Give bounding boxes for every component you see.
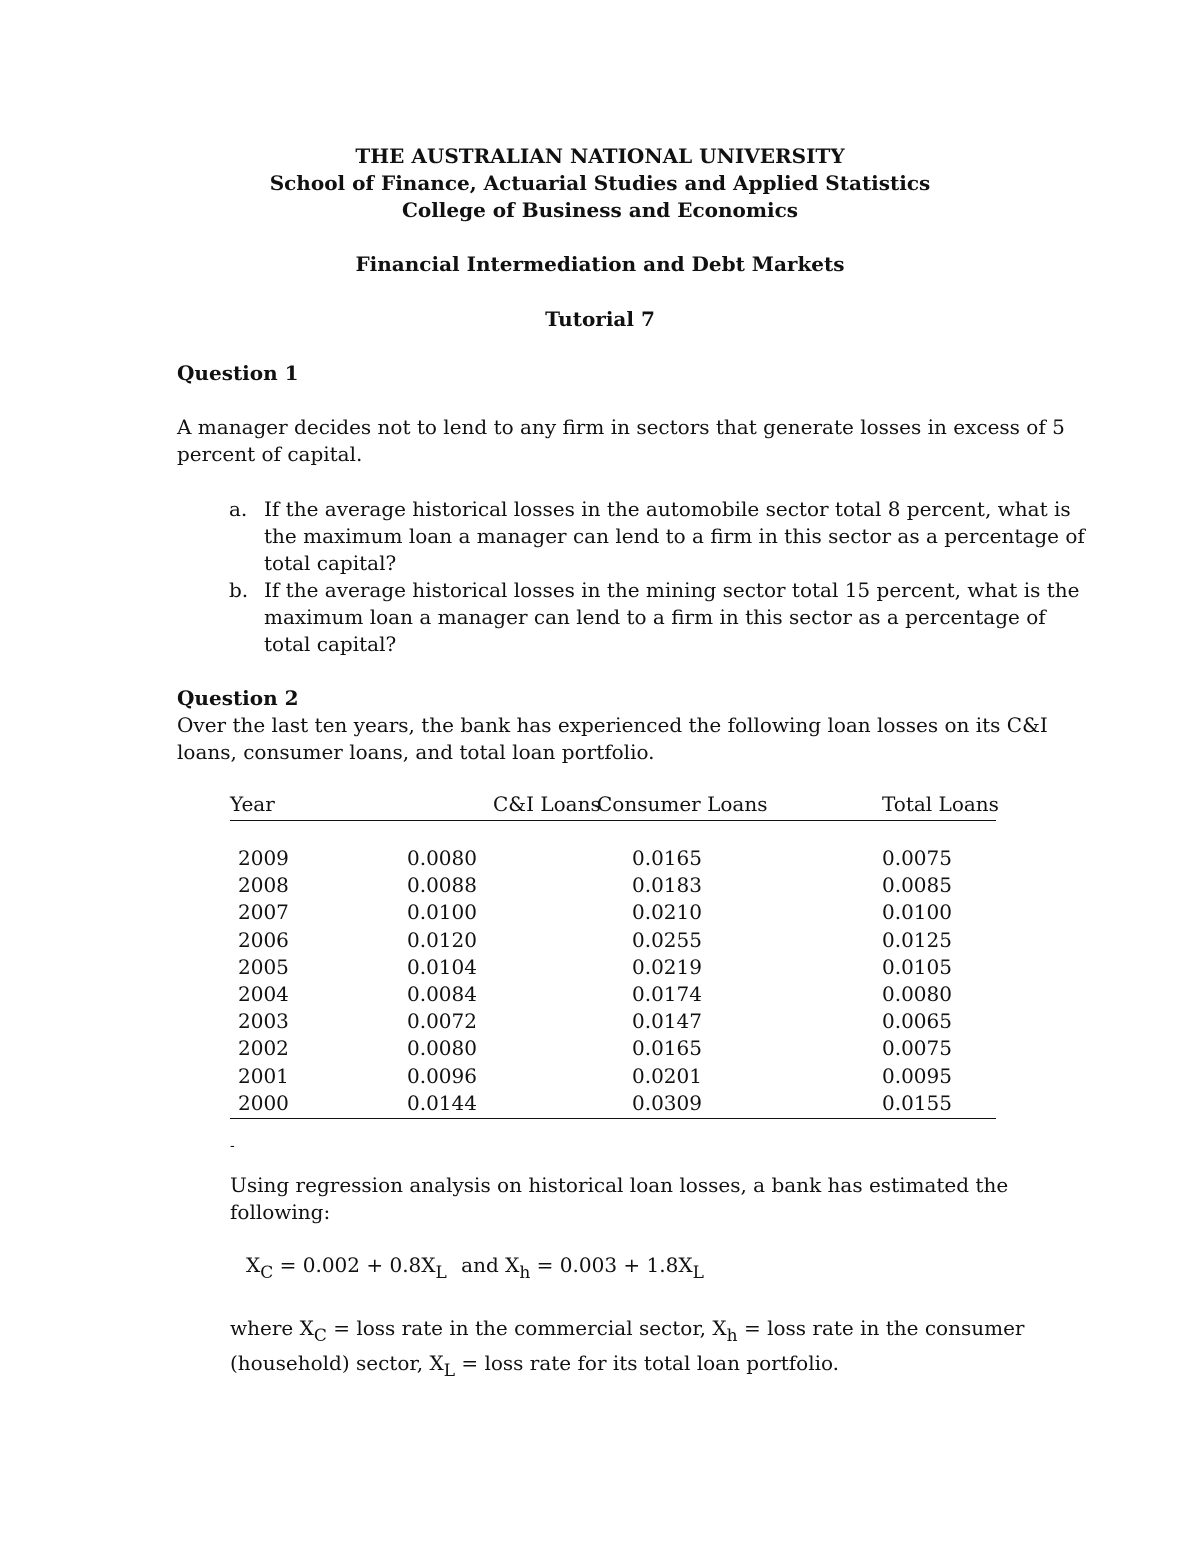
- school-name: School of Finance, Actuarial Studies and Applied Statistics: [269, 171, 931, 195]
- university-name: THE AUSTRALIAN NATIONAL UNIVERSITY: [355, 144, 845, 168]
- cell-consumer-loans: [597, 873, 858, 900]
- cell-consumer-loans: [597, 955, 858, 982]
- cell-year: [230, 982, 407, 1009]
- part-a-marker: a.: [229, 497, 248, 521]
- eq-xl-sub-1: L: [435, 1263, 447, 1283]
- table-row: [230, 928, 996, 955]
- def-xl-sub: L: [443, 1361, 455, 1381]
- header-year: Year: [230, 792, 407, 821]
- cell-total-loans-value: 0.0075: [882, 846, 952, 870]
- table-row: [230, 873, 996, 900]
- cell-total-loans: [858, 1064, 996, 1091]
- cell-year-value: 2000: [238, 1090, 289, 1115]
- question-2-heading: Question 2: [177, 686, 299, 710]
- cell-year-value: 2002: [238, 1036, 289, 1061]
- question-2-intro-line2: loans, consumer loans, and total loan portfolio.: [177, 740, 655, 764]
- cell-consumer-loans-value: 0.0219: [632, 954, 702, 979]
- cell-year: [230, 1064, 407, 1091]
- cell-total-loans: [858, 982, 996, 1009]
- header-total-loans: [858, 792, 999, 821]
- def-xc-text: = loss rate in the commercial sector, X: [326, 1316, 727, 1340]
- cell-consumer-loans: [597, 1064, 858, 1091]
- part-b-line3: total capital?: [264, 632, 397, 656]
- cell-total-loans: [858, 846, 996, 873]
- cell-total-loans: [858, 873, 996, 900]
- cell-total-loans-value: 0.0075: [882, 1036, 952, 1061]
- cell-consumer-loans: [597, 1036, 858, 1063]
- eq-xc-sub: C: [260, 1263, 274, 1283]
- table-row: [230, 1009, 996, 1036]
- def-line2-start: (household) sector, X: [230, 1351, 444, 1375]
- definition-line2: [230, 1351, 839, 1381]
- header-total-loans-label: Total Loans: [882, 792, 999, 816]
- cell-consumer-loans-value: 0.0210: [632, 900, 702, 925]
- table-header-row: [230, 792, 996, 821]
- cell-total-loans: [858, 1009, 996, 1036]
- table-row: [230, 1091, 996, 1119]
- table-body: [230, 821, 996, 1119]
- cell-ci-loans-value: 0.0072: [407, 1009, 477, 1034]
- cell-ci-loans: [407, 1091, 597, 1119]
- cell-consumer-loans: [597, 846, 858, 873]
- cell-total-loans: [858, 955, 996, 982]
- cell-total-loans-value: 0.0155: [882, 1090, 952, 1115]
- cell-ci-loans-value: 0.0080: [407, 846, 477, 870]
- cell-consumer-loans: [597, 1091, 858, 1119]
- header-consumer-loans: [597, 792, 858, 821]
- cell-year-value: 2004: [238, 981, 289, 1006]
- cell-ci-loans-value: 0.0144: [407, 1090, 477, 1115]
- eq-xc-var: X: [246, 1253, 261, 1277]
- cell-ci-loans: [407, 1064, 597, 1091]
- cell-year-value: 2007: [238, 900, 289, 925]
- eq-xh-sub: h: [519, 1263, 531, 1283]
- cell-ci-loans: [407, 1036, 597, 1063]
- header-ci-loans: [407, 792, 601, 821]
- cell-total-loans-value: 0.0105: [882, 954, 952, 979]
- cell-consumer-loans-value: 0.0147: [632, 1009, 702, 1034]
- cell-year-value: 2003: [238, 1009, 289, 1034]
- table-row: [230, 1036, 996, 1063]
- cell-consumer-loans-value: 0.0201: [632, 1063, 702, 1088]
- cell-consumer-loans-value: 0.0255: [632, 927, 702, 952]
- cell-ci-loans: [407, 928, 597, 955]
- stray-mark: -: [230, 1138, 235, 1154]
- part-b-marker: b.: [229, 578, 249, 602]
- cell-consumer-loans-value: 0.0165: [632, 846, 702, 870]
- header-consumer-loans-label: Consumer Loans: [597, 792, 768, 816]
- cell-total-loans-value: 0.0100: [882, 900, 952, 925]
- regression-equation: [246, 1253, 704, 1283]
- part-b-line1: If the average historical losses in the mining sector total 15 percent, what is the: [264, 578, 1080, 602]
- cell-consumer-loans-value: 0.0174: [632, 981, 702, 1006]
- cell-total-loans-value: 0.0125: [882, 927, 952, 952]
- cell-consumer-loans-value: 0.0309: [632, 1090, 702, 1115]
- cell-year: [230, 1091, 407, 1119]
- def-xl-text: = loss rate for its total loan portfolio.: [454, 1351, 840, 1375]
- table-row: [230, 1064, 996, 1091]
- cell-year-value: 2001: [238, 1063, 289, 1088]
- cell-year-value: 2008: [238, 873, 289, 898]
- cell-ci-loans: [407, 1009, 597, 1036]
- question-1-heading: Question 1: [177, 361, 299, 385]
- cell-ci-loans: [407, 873, 597, 900]
- def-xh-sub: h: [726, 1326, 738, 1346]
- cell-ci-loans-value: 0.0080: [407, 1036, 477, 1061]
- eq-xc-rhs: = 0.002 + 0.8X: [273, 1253, 436, 1277]
- cell-ci-loans: [407, 955, 597, 982]
- header-ci-loans-label: C&I Loans: [493, 792, 601, 816]
- cell-ci-loans: [407, 900, 597, 927]
- eq-xh-rhs: = 0.003 + 1.8X: [530, 1253, 693, 1277]
- cell-year: [230, 846, 407, 873]
- cell-consumer-loans: [597, 982, 858, 1009]
- cell-total-loans-value: 0.0080: [882, 981, 952, 1006]
- part-b-line2: maximum loan a manager can lend to a firm in this sector as a percentage of: [264, 605, 1046, 629]
- part-a-line2: the maximum loan a manager can lend to a firm in this sector as a percentage of: [264, 524, 1085, 548]
- cell-ci-loans: [407, 846, 597, 873]
- cell-ci-loans: [407, 982, 597, 1009]
- cell-consumer-loans: [597, 928, 858, 955]
- eq-xl-sub-2: L: [692, 1263, 704, 1283]
- cell-ci-loans-value: 0.0100: [407, 900, 477, 925]
- cell-consumer-loans: [597, 900, 858, 927]
- table-row: [230, 955, 996, 982]
- cell-year-value: 2005: [238, 954, 289, 979]
- cell-year: [230, 900, 407, 927]
- cell-total-loans-value: 0.0085: [882, 873, 952, 898]
- cell-consumer-loans-value: 0.0165: [632, 1036, 702, 1061]
- table-row: [230, 982, 996, 1009]
- cell-year: [230, 1009, 407, 1036]
- cell-ci-loans-value: 0.0084: [407, 981, 477, 1006]
- cell-total-loans: [858, 1091, 996, 1119]
- cell-total-loans-value: 0.0065: [882, 1009, 952, 1034]
- cell-total-loans: [858, 1036, 996, 1063]
- question-2-intro-line1: Over the last ten years, the bank has experienced the following loan losses on its C&I: [177, 713, 1048, 737]
- cell-year: [230, 873, 407, 900]
- course-title: Financial Intermediation and Debt Markets: [355, 252, 845, 276]
- cell-consumer-loans: [597, 1009, 858, 1036]
- table-row: [230, 900, 996, 927]
- question-1-intro-line2: percent of capital.: [177, 442, 363, 466]
- question-1-intro-line1: A manager decides not to lend to any firm in sectors that generate losses in excess of 5: [177, 415, 1065, 439]
- def-where: where X: [230, 1316, 314, 1340]
- eq-and: and X: [461, 1253, 520, 1277]
- cell-year: [230, 928, 407, 955]
- def-xh-text: = loss rate in the consumer: [737, 1316, 1025, 1340]
- tutorial-title: Tutorial 7: [545, 307, 655, 331]
- cell-ci-loans-value: 0.0096: [407, 1063, 477, 1088]
- college-name: College of Business and Economics: [401, 198, 799, 222]
- cell-consumer-loans-value: 0.0183: [632, 873, 702, 898]
- definition-line1: [230, 1316, 1024, 1346]
- cell-year-value: 2009: [238, 846, 289, 870]
- cell-total-loans: [858, 900, 996, 927]
- cell-year: [230, 1036, 407, 1063]
- regression-line1: Using regression analysis on historical loan losses, a bank has estimated the: [230, 1173, 1009, 1197]
- cell-total-loans-value: 0.0095: [882, 1063, 952, 1088]
- regression-line2: following:: [230, 1200, 331, 1224]
- cell-year-value: 2006: [238, 927, 289, 952]
- part-a-line1: If the average historical losses in the automobile sector total 8 percent, what is: [264, 497, 1071, 521]
- table-row: [230, 846, 996, 873]
- cell-ci-loans-value: 0.0120: [407, 927, 477, 952]
- cell-ci-loans-value: 0.0088: [407, 873, 477, 898]
- cell-year: [230, 955, 407, 982]
- cell-ci-loans-value: 0.0104: [407, 954, 477, 979]
- def-xc-sub: C: [313, 1326, 327, 1346]
- loan-losses-table: [230, 792, 999, 1119]
- part-a-line3: total capital?: [264, 551, 397, 575]
- cell-total-loans: [858, 928, 996, 955]
